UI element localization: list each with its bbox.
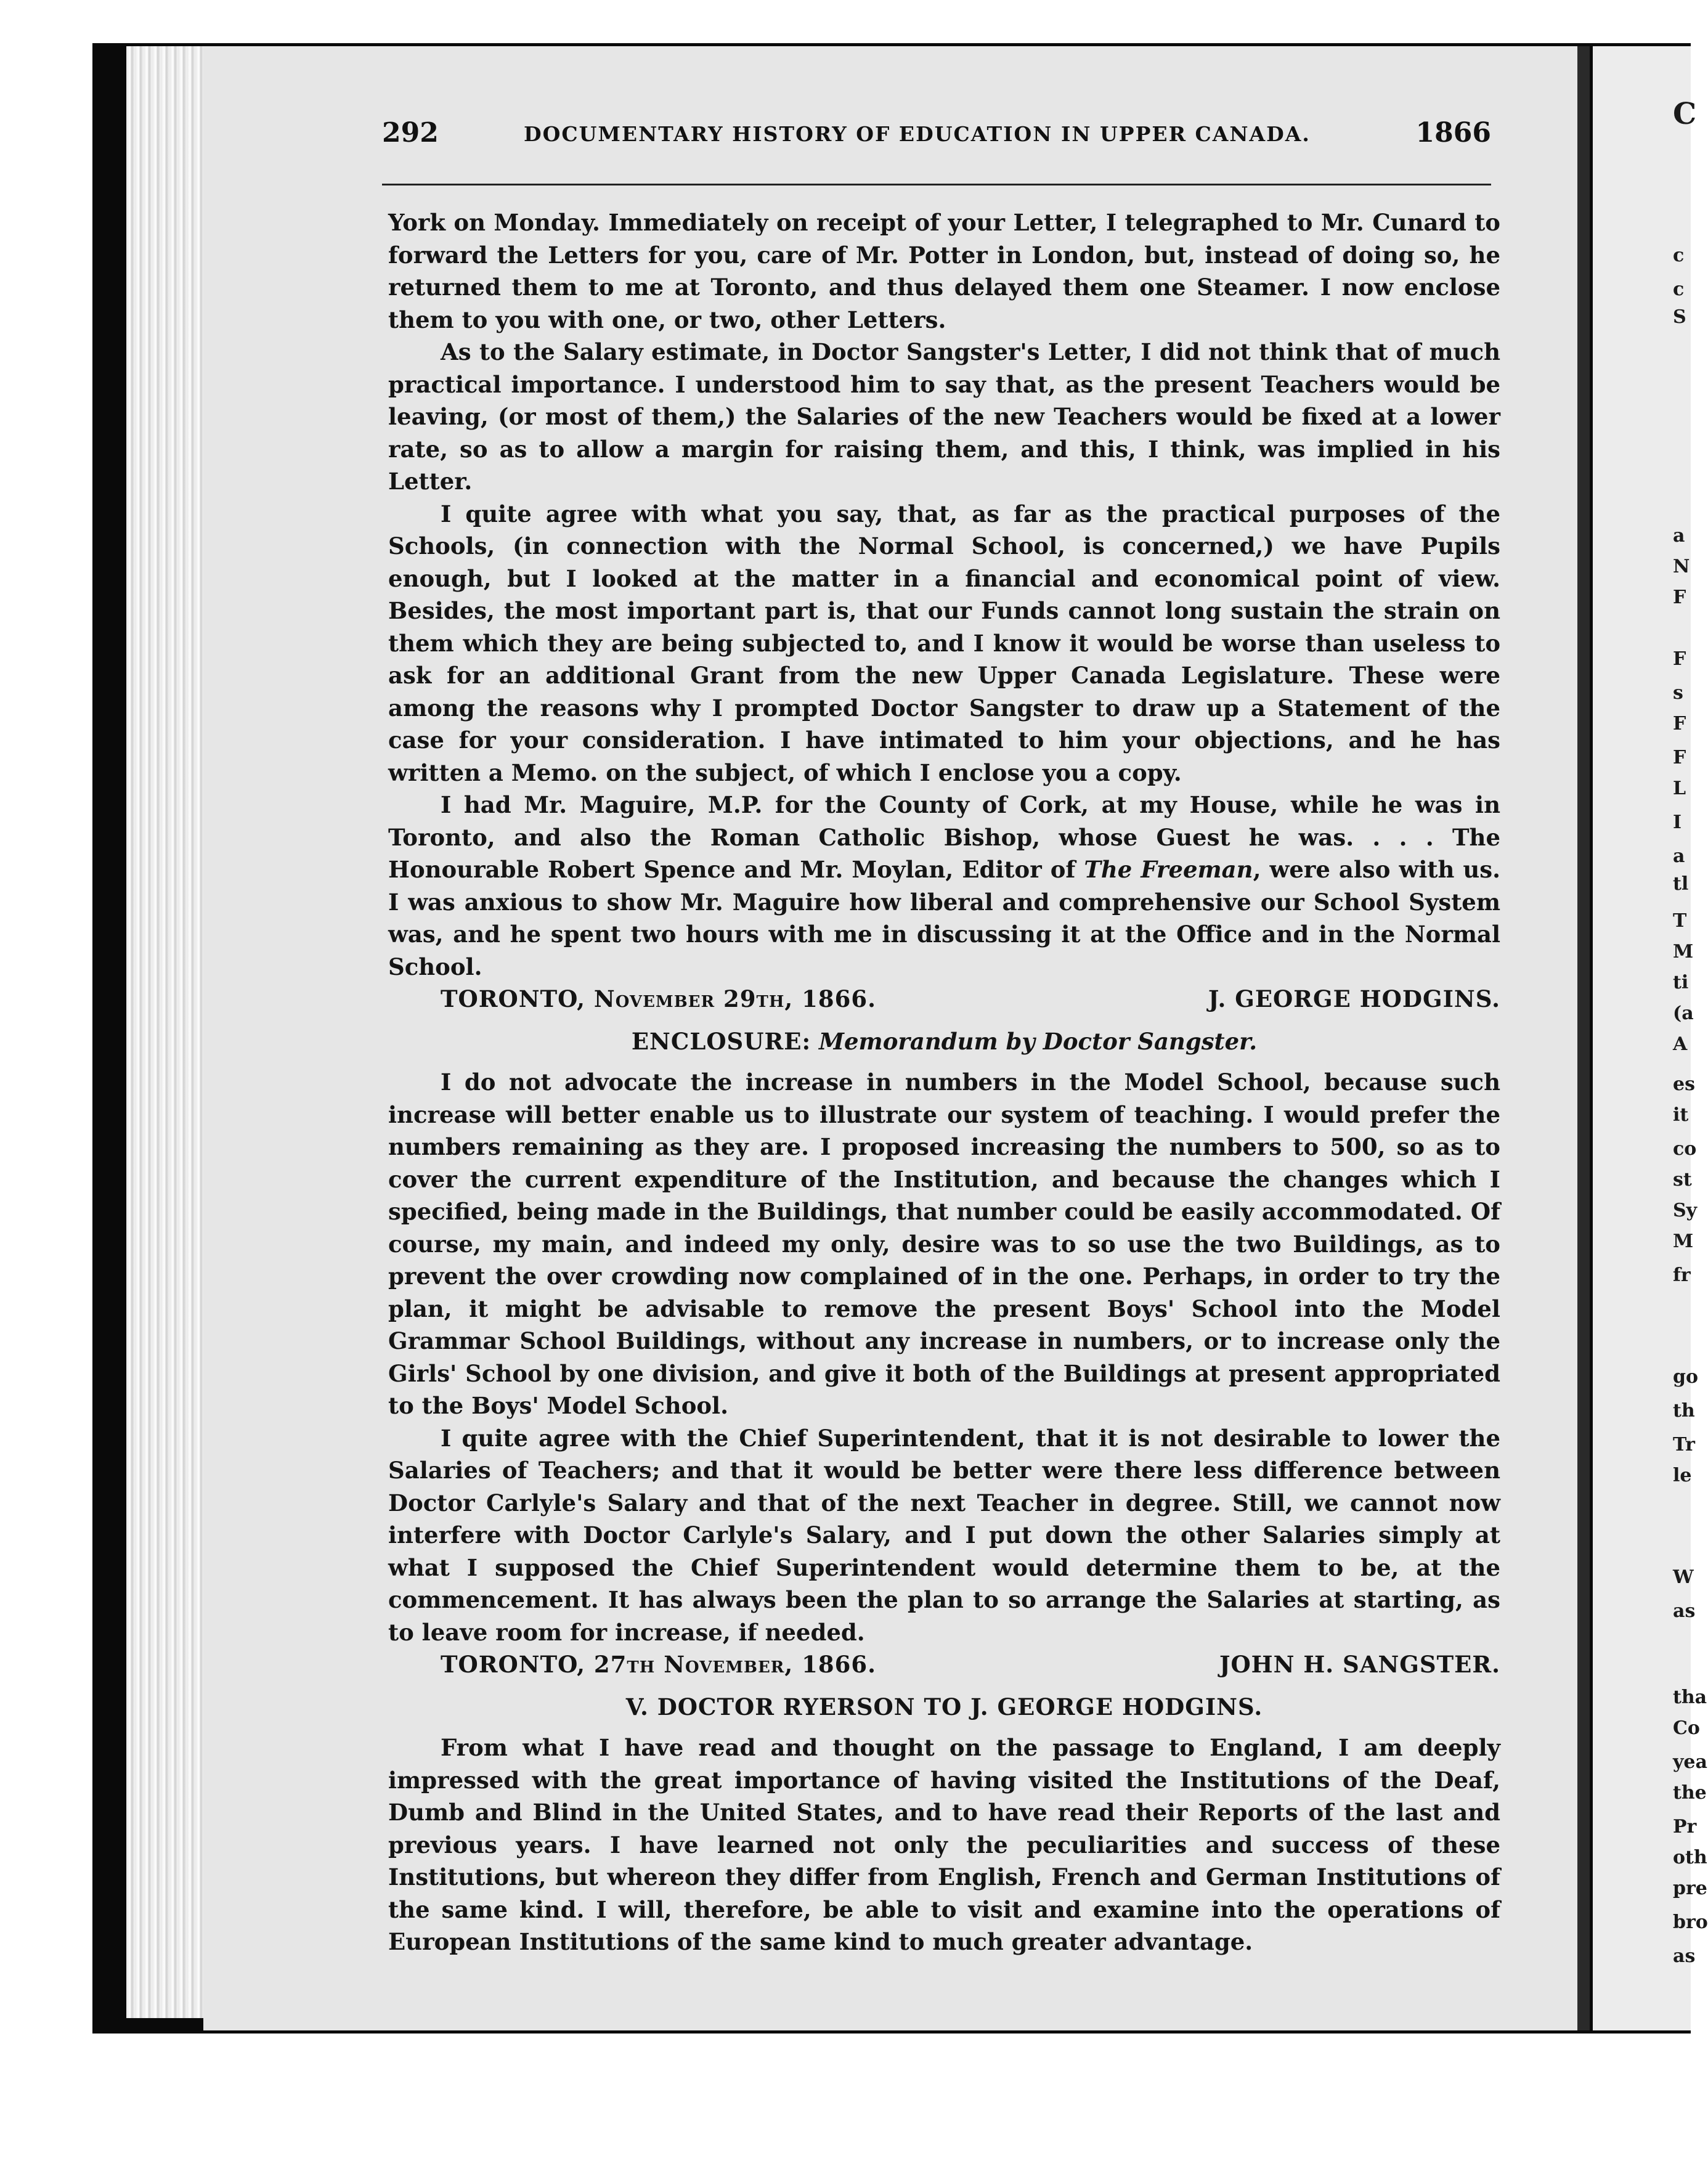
- adjacent-page-fragment: T: [1673, 910, 1687, 932]
- letter-paragraph-2: As to the Salary estimate, in Doctor Sangster's Letter, I did not think that of much practical importance. I understood him to say that, as the present Teachers would be leaving, (or most of them,) the Salaries of the new Teachers would be fixed at a lower rate, so as to allow a margin for raising them, and this, I think, was implied in his Letter.: [388, 338, 1500, 495]
- adjacent-page-fragment: co: [1673, 1138, 1697, 1160]
- adjacent-page-fragment: F: [1673, 648, 1686, 670]
- letter-signoff: [388, 983, 1500, 1016]
- adjacent-page-fragment: Tr: [1673, 1434, 1695, 1455]
- running-head: [382, 117, 1491, 154]
- adjacent-page-fragment: go: [1673, 1366, 1698, 1388]
- adjacent-page-fragment: c: [1673, 279, 1685, 300]
- adjacent-page-fragment: F: [1673, 713, 1686, 735]
- adjacent-page-fragment: c: [1673, 245, 1685, 266]
- adjacent-page-fragment: fr: [1673, 1264, 1691, 1286]
- adjacent-page-fragment: N: [1673, 556, 1690, 577]
- adjacent-page-fragment: Co: [1673, 1717, 1700, 1739]
- adjacent-page-fragment: s: [1673, 682, 1683, 704]
- adjacent-page-fragment: M: [1673, 1231, 1694, 1252]
- paragraph-text: I had Mr. Maguire, M.P. for the County of Cork, at my House, while he was in Toronto, and also the Roman Catholic Bishop, whose Guest he was. . . . The Honourable Robert Spence and Mr. Moylan, Editor of: [388, 791, 1500, 883]
- adjacent-page-fragment: M: [1673, 941, 1694, 963]
- adjacent-page-fragment: as: [1673, 1945, 1696, 1967]
- adjacent-page-fragment: bro: [1673, 1911, 1708, 1933]
- adjacent-page-fragment: C: [1673, 97, 1697, 131]
- adjacent-page-fragment: tha: [1673, 1687, 1707, 1708]
- enclosure-label: ENCLOSURE:: [631, 1027, 811, 1055]
- adjacent-page-fragment: L: [1673, 778, 1686, 799]
- memo-paragraph-1: I do not advocate the increase in numbers in the Model School, because such increase will better enable us to illustrate our system of teaching. I would prefer the numbers remaining as they are. I proposed increasing the numbers to 500, so as to cover the current expenditure of the Institution, and because the changes which I specified, being made in the Buildings, that number could be easily accommodated. Of course, my main, and indeed my only, desire was to so use the two Buildings, as to prevent the over crowding now complained of in the one. Perhaps, in order to try the plan, it might be advisable to remove the present Boys' School into the Model Grammar School Buildings, without any increase in numbers, or to increase only the Girls' School by one division, and give it both of the Buildings at present appropriated to the Boys' Model School.: [388, 1069, 1500, 1419]
- running-year: 1866: [1415, 117, 1491, 149]
- memo-signoff: [388, 1648, 1500, 1681]
- adjacent-page-fragment: W: [1673, 1566, 1694, 1588]
- adjacent-page-fragment: I: [1673, 812, 1682, 833]
- letter-paragraph-3: I quite agree with what you say, that, as far as the practical purposes of the Schools, (in connection with the Normal School, is concerned,) we have Pupils enough, but I looked at the matter in a financial and economical point of view. Besides, the most important part is, that our Funds cannot long sustain the strain on them which they are being subjected to, and I know it would be worse than useless to ask for an additional Grant from the new Upper Canada Legislature. These were among the reasons why I prompted Doctor Sangster to draw up a Statement of the case for your consideration. I have intimated to him your objections, and he has written a Memo. on the subject, of which I enclose you a copy.: [388, 500, 1500, 786]
- body-text: [388, 206, 1500, 1958]
- letter-paragraph-1: York on Monday. Immediately on receipt of your Letter, I telegraphed to Mr. Cunard to forward the Letters for you, care of Mr. Potter in London, but, instead of doing so, he returned them to me at Toronto, and thus delayed them one Steamer. I now enclose them to you with one, or two, other Letters.: [388, 209, 1500, 333]
- adjacent-page-fragment: tl: [1673, 873, 1689, 895]
- signoff-name: JOHN H. SANGSTER.: [1219, 1651, 1500, 1678]
- adjacent-page-fragment: the: [1673, 1782, 1707, 1804]
- page-number: 292: [382, 117, 439, 149]
- adjacent-page-fragment: st: [1673, 1169, 1692, 1191]
- adjacent-page-fragment: le: [1673, 1465, 1692, 1486]
- enclosure-heading: [388, 1025, 1500, 1058]
- newspaper-title: The Freeman: [1084, 856, 1253, 883]
- section-v-heading: V. DOCTOR RYERSON TO J. GEORGE HODGINS.: [625, 1693, 1263, 1720]
- signoff-name: J. GEORGE HODGINS.: [1208, 985, 1500, 1012]
- adjacent-page-fragment: (a: [1673, 1003, 1694, 1024]
- adjacent-page-fragment: F: [1673, 587, 1686, 608]
- adjacent-page-fragment: A: [1673, 1033, 1688, 1055]
- adjacent-page-fragment: yea: [1673, 1751, 1707, 1773]
- letter-paragraph-4: [388, 789, 1500, 983]
- adjacent-page-fragment: a: [1673, 845, 1685, 867]
- memo-paragraph-2: I quite agree with the Chief Superintendent, that it is not desirable to lower the Salaries of Teachers; and that it would be better were there less difference between Doctor Carlyle's Salary and that of the next Teacher in degree. Still, we cannot now interfere with Doctor Carlyle's Salary, and I put down the other Salaries simply at what I supposed the Chief Superintendent would determine them to be, at the commencement. It has always been the plan to so arrange the Salaries at starting, as to leave room for increase, if needed.: [388, 1424, 1500, 1646]
- adjacent-page-fragment: Sy: [1673, 1200, 1698, 1221]
- running-title: DOCUMENTARY HISTORY OF EDUCATION IN UPPER CANADA.: [524, 122, 1311, 146]
- adjacent-page-fragment: pre: [1673, 1878, 1707, 1899]
- enclosure-title: Memorandum by Doctor Sangster.: [819, 1027, 1258, 1055]
- adjacent-page-fragment: F: [1673, 747, 1686, 768]
- header-rule: [382, 184, 1491, 185]
- adjacent-page-fragment: th: [1673, 1400, 1695, 1422]
- adjacent-page-fragment: a: [1673, 525, 1685, 547]
- adjacent-page-fragment: es: [1673, 1073, 1695, 1095]
- page-gutter: [1577, 46, 1590, 2030]
- signoff-place-date: TORONTO, 27th November, 1866.: [441, 1651, 877, 1678]
- adjacent-page-fragment: it: [1673, 1104, 1689, 1126]
- adjacent-page-fragment: Pr: [1673, 1816, 1697, 1838]
- section-v-paragraph: From what I have read and thought on the passage to England, I am deeply impressed with the great importance of having visited the Institutions of the Deaf, Dumb and Blind in the United States, and to have read their Reports of the last and previous years. I have learned not only the peculiarities and success of these Institutions, but whereon they differ from English, French and German Institutions of the same kind. I will, therefore, be able to visit and examine into the operations of European Institutions of the same kind to much greater advantage.: [388, 1734, 1500, 1955]
- adjacent-page-fragment: oth: [1673, 1847, 1707, 1868]
- paragraph-text: , were also with us. I was anxious to show Mr. Maguire how liberal and comprehensive our School System was, and he spent two hours with me in discussing it at the Office and in the Normal School.: [388, 856, 1500, 980]
- signoff-place-date: TORONTO, November 29th, 1866.: [441, 985, 877, 1012]
- adjacent-page-fragment: ti: [1673, 972, 1689, 993]
- adjacent-page-fragment: S: [1673, 306, 1686, 328]
- adjacent-page-fragment: as: [1673, 1600, 1696, 1622]
